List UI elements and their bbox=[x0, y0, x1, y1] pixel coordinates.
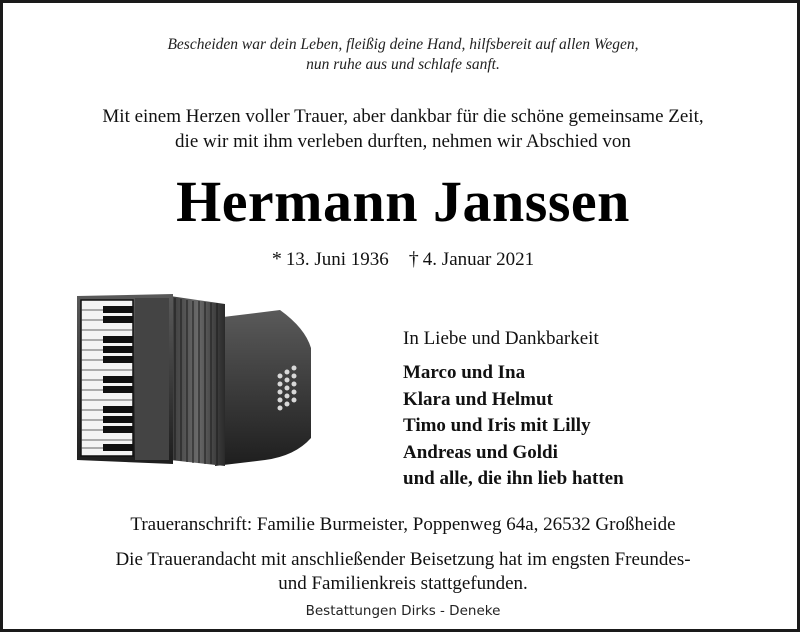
mourner-name: Marco und Ina bbox=[403, 362, 526, 383]
life-dates bbox=[3, 247, 800, 272]
motto-line-1: Bescheiden war dein Leben, fleißig deine Hand, hilfsbereit auf allen Wegen, bbox=[167, 36, 639, 53]
death-cross-icon: † bbox=[408, 248, 419, 270]
intro-line-1: Mit einem Herzen voller Trauer, aber dankbar für die schöne gemeinsame Zeit, bbox=[102, 106, 704, 127]
mourner-name: Andreas und Goldi bbox=[403, 441, 558, 463]
mourner-name: Timo und Iris mit Lilly bbox=[403, 415, 591, 436]
intro-line-2: die wir mit ihm verleben durften, nehmen wir Abschied von bbox=[175, 131, 631, 152]
mourner-name: und alle, die ihn lieb hatten bbox=[403, 468, 624, 489]
notice-line-1: Die Trauerandacht mit anschließender Beisetzung hat im engsten Freundes- bbox=[115, 549, 691, 570]
birth-symbol: * bbox=[271, 248, 282, 270]
deceased-name: Hermann Janssen bbox=[176, 169, 630, 234]
undertaker-name: Bestattungen Dirks - Deneke bbox=[305, 603, 501, 619]
motto bbox=[3, 35, 800, 75]
death-date: 4. Januar 2021 bbox=[422, 249, 535, 270]
accordion-icon bbox=[75, 288, 315, 468]
birth-date: 13. Juni 1936 bbox=[285, 249, 389, 270]
intro-text bbox=[3, 104, 800, 154]
mourners-block bbox=[403, 326, 624, 493]
mourners-list bbox=[403, 360, 624, 493]
notice-line-2: und Familienkreis stattgefunden. bbox=[278, 573, 528, 594]
mourning-address: Traueranschrift: Familie Burmeister, Poppenweg 64a, 26532 Großheide bbox=[130, 514, 676, 535]
motto-line-2: nun ruhe aus und schlafe sanft. bbox=[306, 56, 500, 73]
funeral-notice bbox=[3, 548, 800, 596]
mourner-name: Klara und Helmut bbox=[403, 388, 553, 410]
mourners-lead: In Liebe und Dankbarkeit bbox=[403, 328, 599, 349]
